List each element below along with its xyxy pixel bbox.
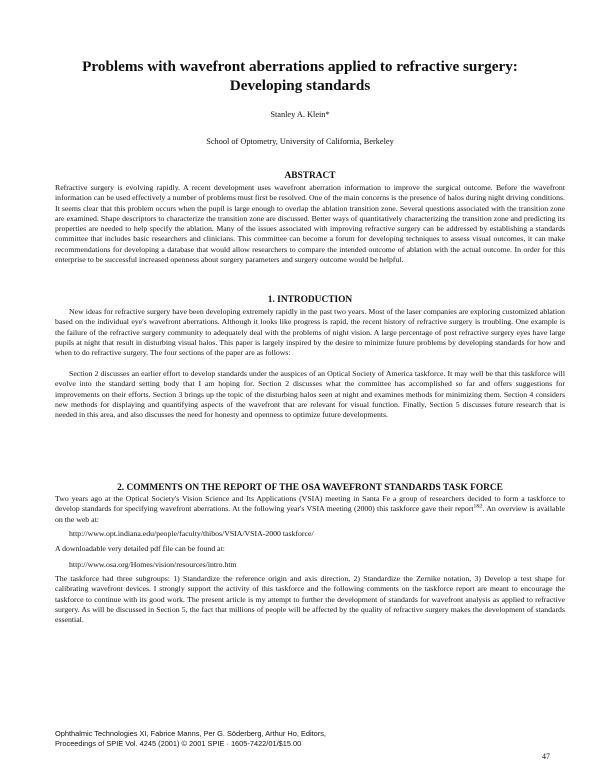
section-1-paragraph-1: New ideas for refractive surgery have been developing extremely rapidly in the past two years. Most of the laser companies are exploring customized ablation based on the individual eye's wavefront aberrations. Although it looks like progress is rapid, the recent history of refractive surgery is troubling. One example is the failure of the refractive surgery community to adequately deal with the problems of night vision. A large percentage of post refractive surgery eyes have large pupils at night that result in disturbing visual halos. This paper is largely inspired by the desire to minimize future problems by developing standards for how and when to do refractive surgery. The four sections of the paper are as follows: — [55, 307, 565, 358]
affiliation: School of Optometry, University of California, Berkeley — [206, 137, 394, 146]
section-2-paragraph-2: The taskforce had three subgroups: 1) Standardize the reference origin and axis direction, 2) Standardize the Zernike notation, 3) Develop a test shape for calibrating wavefront devices. I strongly support the activity of this taskforce and the following comments on the taskforce report are meant to encourage the taskforce to continue with its good work. The present article is my attempt to further the development of standards for wavefront analysis as applied to refractive surgery. As will be discussed in Section 5, the fact that millions of people will be affected by the quality of refractive surgery makes the development of standards essential. — [55, 574, 565, 625]
abstract-heading: ABSTRACT — [284, 171, 336, 181]
section-2-heading: 2. COMMENTS ON THE REPORT OF THE OSA WAVEFRONT STANDARDS TASK FORCE — [117, 483, 503, 493]
citation-superscript: 1&2 — [473, 504, 483, 510]
author: Stanley A. Klein* — [270, 110, 330, 119]
section-1-paragraph-2: Section 2 discusses an earlier effort to develop standards under the auspices of an Optical Society of America taskforce. It may well be that this taskforce will evolve into the standard setting body that I am hoping for. Section 2 discusses what the committee has accomplished so far and offers suggestions for improvements on their efforts. Section 3 brings up the topic of the disturbing halos seen at night and examines methods for minimizing them. Section 4 considers new methods for displaying and quantifying aspects of the wavefront that are relevant for visual function. Finally, Section 5 discusses future research that is needed in this area, and also discusses the need for honesty and openness to optimize future developments. — [55, 369, 565, 420]
paragraph-text: Two years ago at the Optical Society's Vision Science and Its Applications (VSIA) meeting in Santa Fe a group of researchers decided to form a taskforce to develop standards for specifying wavefront aberrations. At the following year's VSIA meeting (2000) this taskforce gave their report — [55, 494, 565, 514]
abstract-text: Refractive surgery is evolving rapidly. A recent development uses wavefront aberration information to improve the surgical outcome. Before the wavefront information can be used effectively a number of problems must first be resolved. One of the main concerns is the presence of halos during night driving conditions. It seems clear that this problem occurs when the pupil is large enough to overlap the ablation transition zone. Several questions associated with the transition zone are examined. Shape descriptors to characterize the transition zone are discussed. Better ways of quantitatively characterizing the transition zone and predicting its properties are needed to help specify the ablation. Many of the issues associated with improving refractive surgery can be addressed by establishing a standards committee that includes basic researchers and clinicians. This committee can become a forum for developing techniques to assess visual outcomes, it can make recommendations for developing a database that would allow researchers to compare the intended outcome of ablation with the actual outcome. In order for this enterprise to be successful increased openness about surgery parameters and surgery outcome would be helpful. — [55, 183, 565, 265]
taskforce-url[interactable]: http://www.opt.indiana.edu/people/faculty/thibos/VSIA/VSIA-2000 taskforce/ — [69, 529, 314, 538]
proceedings-footer — [55, 729, 455, 749]
footer-line-1: Ophthalmic Technologies XI, Fabrice Manns, Per G. Söderberg, Arthur Ho, Editors, — [55, 729, 326, 738]
osa-url[interactable]: http://www.osa.org/Homes/vision/resources/intro.htm — [69, 560, 237, 569]
title-line-2: Developing standards — [229, 77, 371, 94]
page-number: 47 — [542, 752, 550, 761]
section-1-heading: 1. INTRODUCTION — [267, 295, 353, 305]
pdf-line: A downloadable very detailed pdf file can be found at: — [55, 544, 225, 553]
section-2-paragraph-1 — [55, 494, 565, 525]
paper-title — [55, 57, 545, 95]
title-line-1: Problems with wavefront aberrations applied to refractive surgery: — [82, 58, 518, 75]
paragraph-text-end: . An overview is available on the web at: — [55, 504, 565, 524]
footer-line-2: Proceedings of SPIE Vol. 4245 (2001) © 2001 SPIE · 1605-7422/01/$15.00 — [55, 739, 302, 748]
